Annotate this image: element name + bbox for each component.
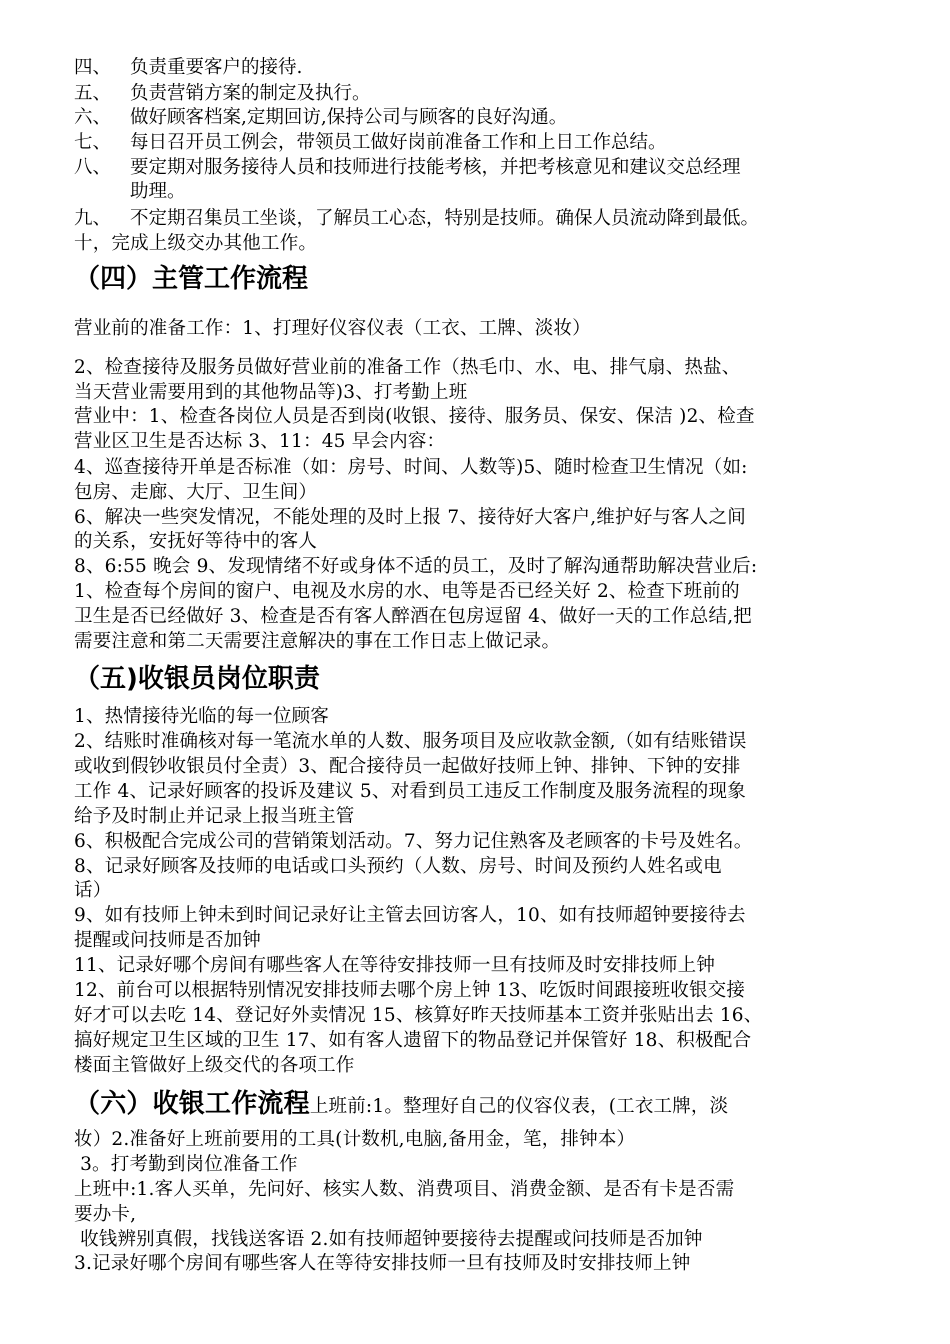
list-number: 七、	[74, 132, 112, 153]
paragraph-line: 或收到假钞收银员付全责）3、配合接待员一起做好技师上钟、排钟、下钟的安排	[74, 756, 741, 777]
paragraph-line: 营业前的准备工作：1、打理好仪容仪表（工衣、工牌、淡妆）	[74, 318, 591, 339]
paragraph-line: 给予及时制止并记录上报当班主管	[74, 806, 355, 827]
list-item-text: 做好顾客档案,定期回访,保持公司与顾客的良好沟通。	[130, 107, 568, 128]
paragraph-line: 话）	[74, 880, 112, 901]
paragraph-line: 工作 4、记录好顾客的投诉及建议 5、对看到员工违反工作制度及服务流程的现象	[74, 781, 746, 802]
list-number: 四、	[74, 57, 112, 78]
paragraph-line: 提醒或问技师是否加钟	[74, 930, 262, 951]
paragraph-line: 8、记录好顾客及技师的电话或口头预约（人数、房号、时间及预约人姓名或电	[74, 856, 722, 877]
paragraph-line: 8、6:55 晚会 9、发现情绪不好或身体不适的员工，及时了解沟通帮助解决营业后:	[74, 556, 758, 577]
list-number: 六、	[74, 107, 112, 128]
paragraph-line: 营业区卫生是否达标 3、11：45 早会内容：	[74, 431, 446, 452]
paragraph-line: 需要注意和第二天需要注意解决的事在工作日志上做记录。	[74, 631, 561, 652]
paragraph-line: 2、检查接待及服务员做好营业前的准备工作（热毛巾、水、电、排气扇、热盐、	[74, 357, 741, 378]
paragraph-line: 搞好规定卫生区域的卫生 17、如有客人遗留下的物品登记并保管好 18、积极配合	[74, 1030, 752, 1051]
paragraph-line: 上班中:1.客人买单，先问好、核实人数、消费项目、消费金额、是否有卡是否需	[74, 1179, 735, 1200]
list-item-text: 每日召开员工例会，带领员工做好岗前准备工作和上日工作总结。	[130, 132, 667, 153]
paragraph-line: 2、结账时准确核对每一笔流水单的人数、服务项目及应收款金额,（如有结账错误	[74, 731, 747, 752]
paragraph-line: 9、如有技师上钟未到时间记录好让主管去回访客人，10、如有技师超钟要接待去	[74, 905, 746, 926]
list-item-continuation: 助理。	[130, 181, 186, 202]
section-heading-line	[74, 1086, 880, 1125]
paragraph-line: 好才可以去吃 14、登记好外卖情况 15、核算好昨天技师基本工资并张贴出去 16、	[74, 1005, 763, 1026]
list-item-ten: 十，完成上级交办其他工作。	[74, 233, 318, 254]
paragraph-line: 的关系，安抚好等待中的客人	[74, 531, 318, 552]
list-number: 五、	[74, 83, 112, 104]
list-item-text: 要定期对服务接待人员和技师进行技能考核，并把考核意见和建议交总经理	[130, 157, 741, 178]
paragraph-line: 收钱辨别真假，找钱送客语 2.如有技师超钟要接待去提醒或问技师是否加钟	[74, 1229, 703, 1250]
paragraph-line: 1、检查每个房间的窗户、电视及水房的水、电等是否已经关好 2、检查下班前的	[74, 581, 740, 602]
paragraph-line: 营业中：1、检查各岗位人员是否到岗(收银、接待、服务员、保安、保洁 )2、检查	[74, 406, 755, 427]
list-item-text: 负责营销方案的制定及执行。	[130, 83, 371, 104]
paragraph-line: 要办卡,	[74, 1204, 137, 1225]
paragraph-line: 11、记录好哪个房间有哪些客人在等待安排技师一旦有技师及时安排技师上钟	[74, 955, 716, 976]
list-number: 八、	[74, 157, 112, 178]
paragraph-line: 妆）2.准备好上班前要用的工具(计数机,电脑,备用金，笔，排钟本）	[74, 1129, 636, 1150]
section-heading: （四）主管工作流程	[74, 264, 309, 294]
paragraph-line: 6、解决一些突发情况，不能处理的及时上报 7、接待好大客户,维护好与客人之间	[74, 507, 746, 528]
paragraph-line: 3.记录好哪个房间有哪些客人在等待安排技师一旦有技师及时安排技师上钟	[74, 1253, 691, 1274]
paragraph-line: 当天营业需要用到的其他物品等)3、打考勤上班	[74, 382, 468, 403]
list-number: 九、	[74, 208, 112, 229]
list-item-text: 不定期召集员工坐谈，了解员工心态，特别是技师。确保人员流动降到最低。	[130, 208, 760, 229]
section-heading: （五)收银员岗位职责	[74, 664, 320, 694]
paragraph-line: 卫生是否已经做好 3、检查是否有客人醉酒在包房逗留 4、做好一天的工作总结,把	[74, 606, 752, 627]
paragraph-line: 6、积极配合完成公司的营销策划活动。7、努力记住熟客及老顾客的卡号及姓名。	[74, 831, 753, 852]
paragraph-line: 1、热情接待光临的每一位顾客	[74, 706, 330, 727]
paragraph-line: 3。打考勤到岗位准备工作	[74, 1154, 298, 1175]
paragraph-line: 包房、走廊、大厅、卫生间）	[74, 482, 318, 503]
list-item-text: 负责重要客户的接待.	[130, 57, 303, 78]
paragraph-line: 12、前台可以根据特别情况安排技师去哪个房上钟 13、吃饭时间跟接班收银交接	[74, 980, 746, 1001]
paragraph-line: 楼面主管做好上级交代的各项工作	[74, 1055, 355, 1076]
paragraph-text: 上班前:1。整理好自己的仪容仪表，(工衣工牌，淡	[309, 1096, 729, 1117]
section-heading: （六）收银工作流程	[74, 1089, 310, 1119]
paragraph-line: 4、巡查接待开单是否标准（如：房号、时间、人数等)5、随时检查卫生情况（如:	[74, 457, 748, 478]
